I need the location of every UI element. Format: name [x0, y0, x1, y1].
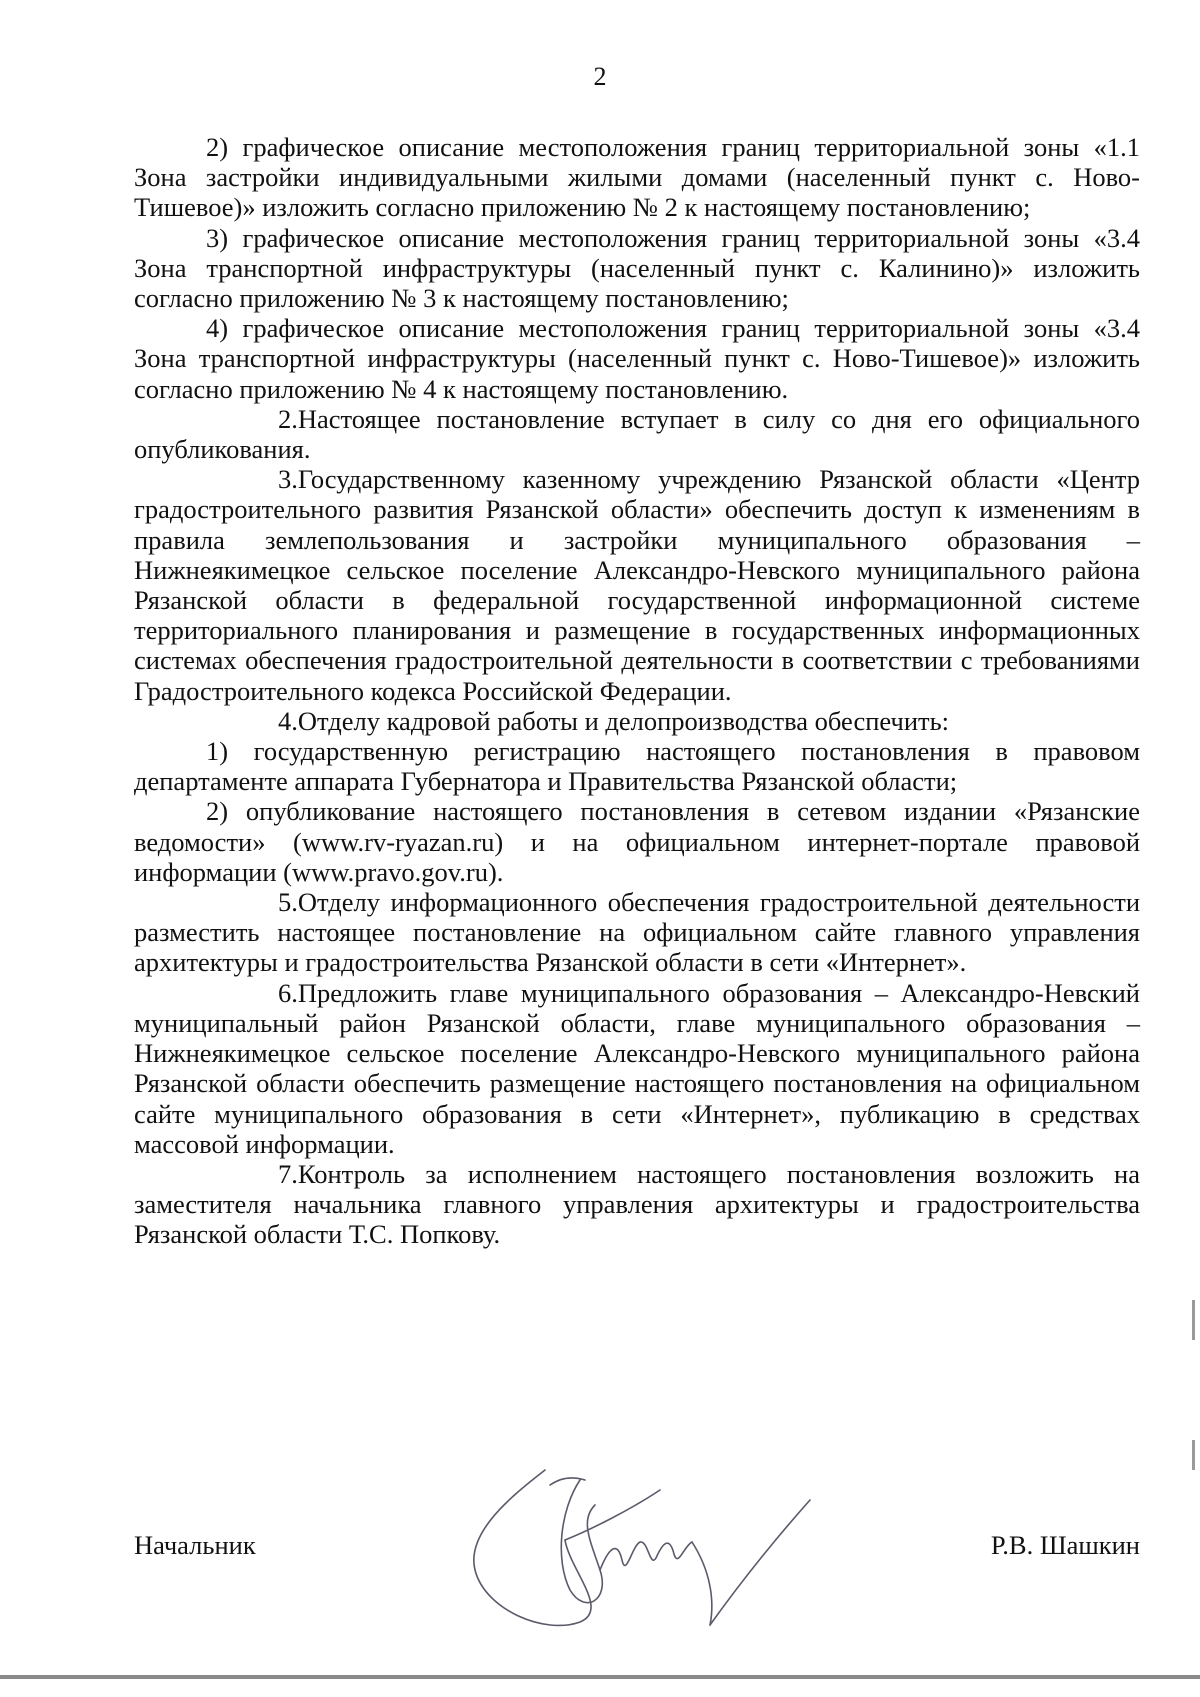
item-text: Предложить главе муниципального образования – Александро-Невский муниципальный район Рязанской области, главе муниципального образования – Нижнеякимецкое сельское поселение Александро-Невского муниципального района Рязанской области обеспечить размещение настоящего постановления на официальном сайте муниципального образования в сети «Интернет», публикацию в средствах массовой информации. [134, 977, 1140, 1159]
item-text: Отделу информационного обеспечения градостроительной деятельности разместить настоящее постановление на официальном сайте главного управления архитектуры и градостроительства Рязанской области в сети «Интернет». [134, 887, 1140, 978]
item-text: Настоящее постановление вступает в силу со дня его официального опубликования. [134, 403, 1140, 465]
item-number: 2. [278, 403, 298, 434]
scan-artifact [1192, 1300, 1195, 1340]
item-2 [134, 404, 1140, 464]
item-number: 3. [278, 464, 298, 495]
item-number: 6. [278, 977, 298, 1008]
item-text: Контроль за исполнением настоящего постановления возложить на заместителя начальника главного управления архитектуры и градостроительства Рязанской области Т.С. Попкову. [134, 1158, 1140, 1250]
item-number: 5. [278, 887, 298, 918]
signer-name: Р.В. Шашкин [990, 1530, 1140, 1560]
item-text: Отделу кадровой работы и делопроизводства обеспечить: [297, 705, 950, 736]
page-number: 2 [593, 62, 607, 91]
subitem-registration: 1) государственную регистрацию настоящего постановления в правовом департаменте аппарата Губернатора и Правительства Рязанской области; [134, 736, 1140, 797]
item-number: 7. [278, 1158, 298, 1189]
item-7 [134, 1159, 1140, 1250]
item-3 [134, 464, 1140, 706]
subitem-publication: 2) опубликование настоящего постановления в сетевом издании «Рязанские ведомости» (www.rv-ryazan.ru) и на официальном интернет-портале правовой информации (www.pravo.gov.ru). [134, 796, 1140, 887]
paragraph-zone-1-1: 2) графическое описание местоположения границ территориальной зоны «1.1 Зона застройки индивидуальными жилыми домами (населенный пункт с. Ново-Тишевое)» изложить согласно приложению № 2 к настоящему постановлению; [134, 132, 1140, 223]
item-6 [134, 978, 1140, 1159]
paragraph-zone-3-4-novo-tishevoe: 4) графическое описание местоположения границ территориальной зоны «3.4 Зона транспортной инфраструктуры (населенный пункт с. Ново-Тишевое)» изложить согласно приложению № 4 к настоящему постановлению. [134, 313, 1140, 404]
signature-block [134, 1530, 1140, 1570]
item-number: 4. [278, 705, 298, 736]
signer-position: Начальник [134, 1530, 256, 1560]
item-text: Государственному казенному учреждению Рязанской области «Центр градостроительного развития Рязанской области» обеспечить доступ к изменениям в правила землепользования и застройки муниципального образования – Нижнеякимецкое сельское поселение Александро-Невского муниципального района Рязанской области в федеральной государственной информационной системе территориального планирования и размещение в государственных информационных системах обеспечения градостроительной деятельности в соответствии с требованиями Градостроительного кодекса Российской Федерации. [134, 464, 1140, 706]
paragraph-zone-3-4-kalinino: 3) графическое описание местоположения границ территориальной зоны «3.4 Зона транспортной инфраструктуры (населенный пункт с. Калинино)» изложить согласно приложению № 3 к настоящему постановлению; [134, 222, 1140, 314]
bottom-scan-edge [0, 1675, 1200, 1679]
item-4 [134, 706, 1140, 736]
scan-artifact [1192, 1440, 1195, 1470]
document-body [134, 132, 1140, 1250]
item-5 [134, 887, 1140, 978]
